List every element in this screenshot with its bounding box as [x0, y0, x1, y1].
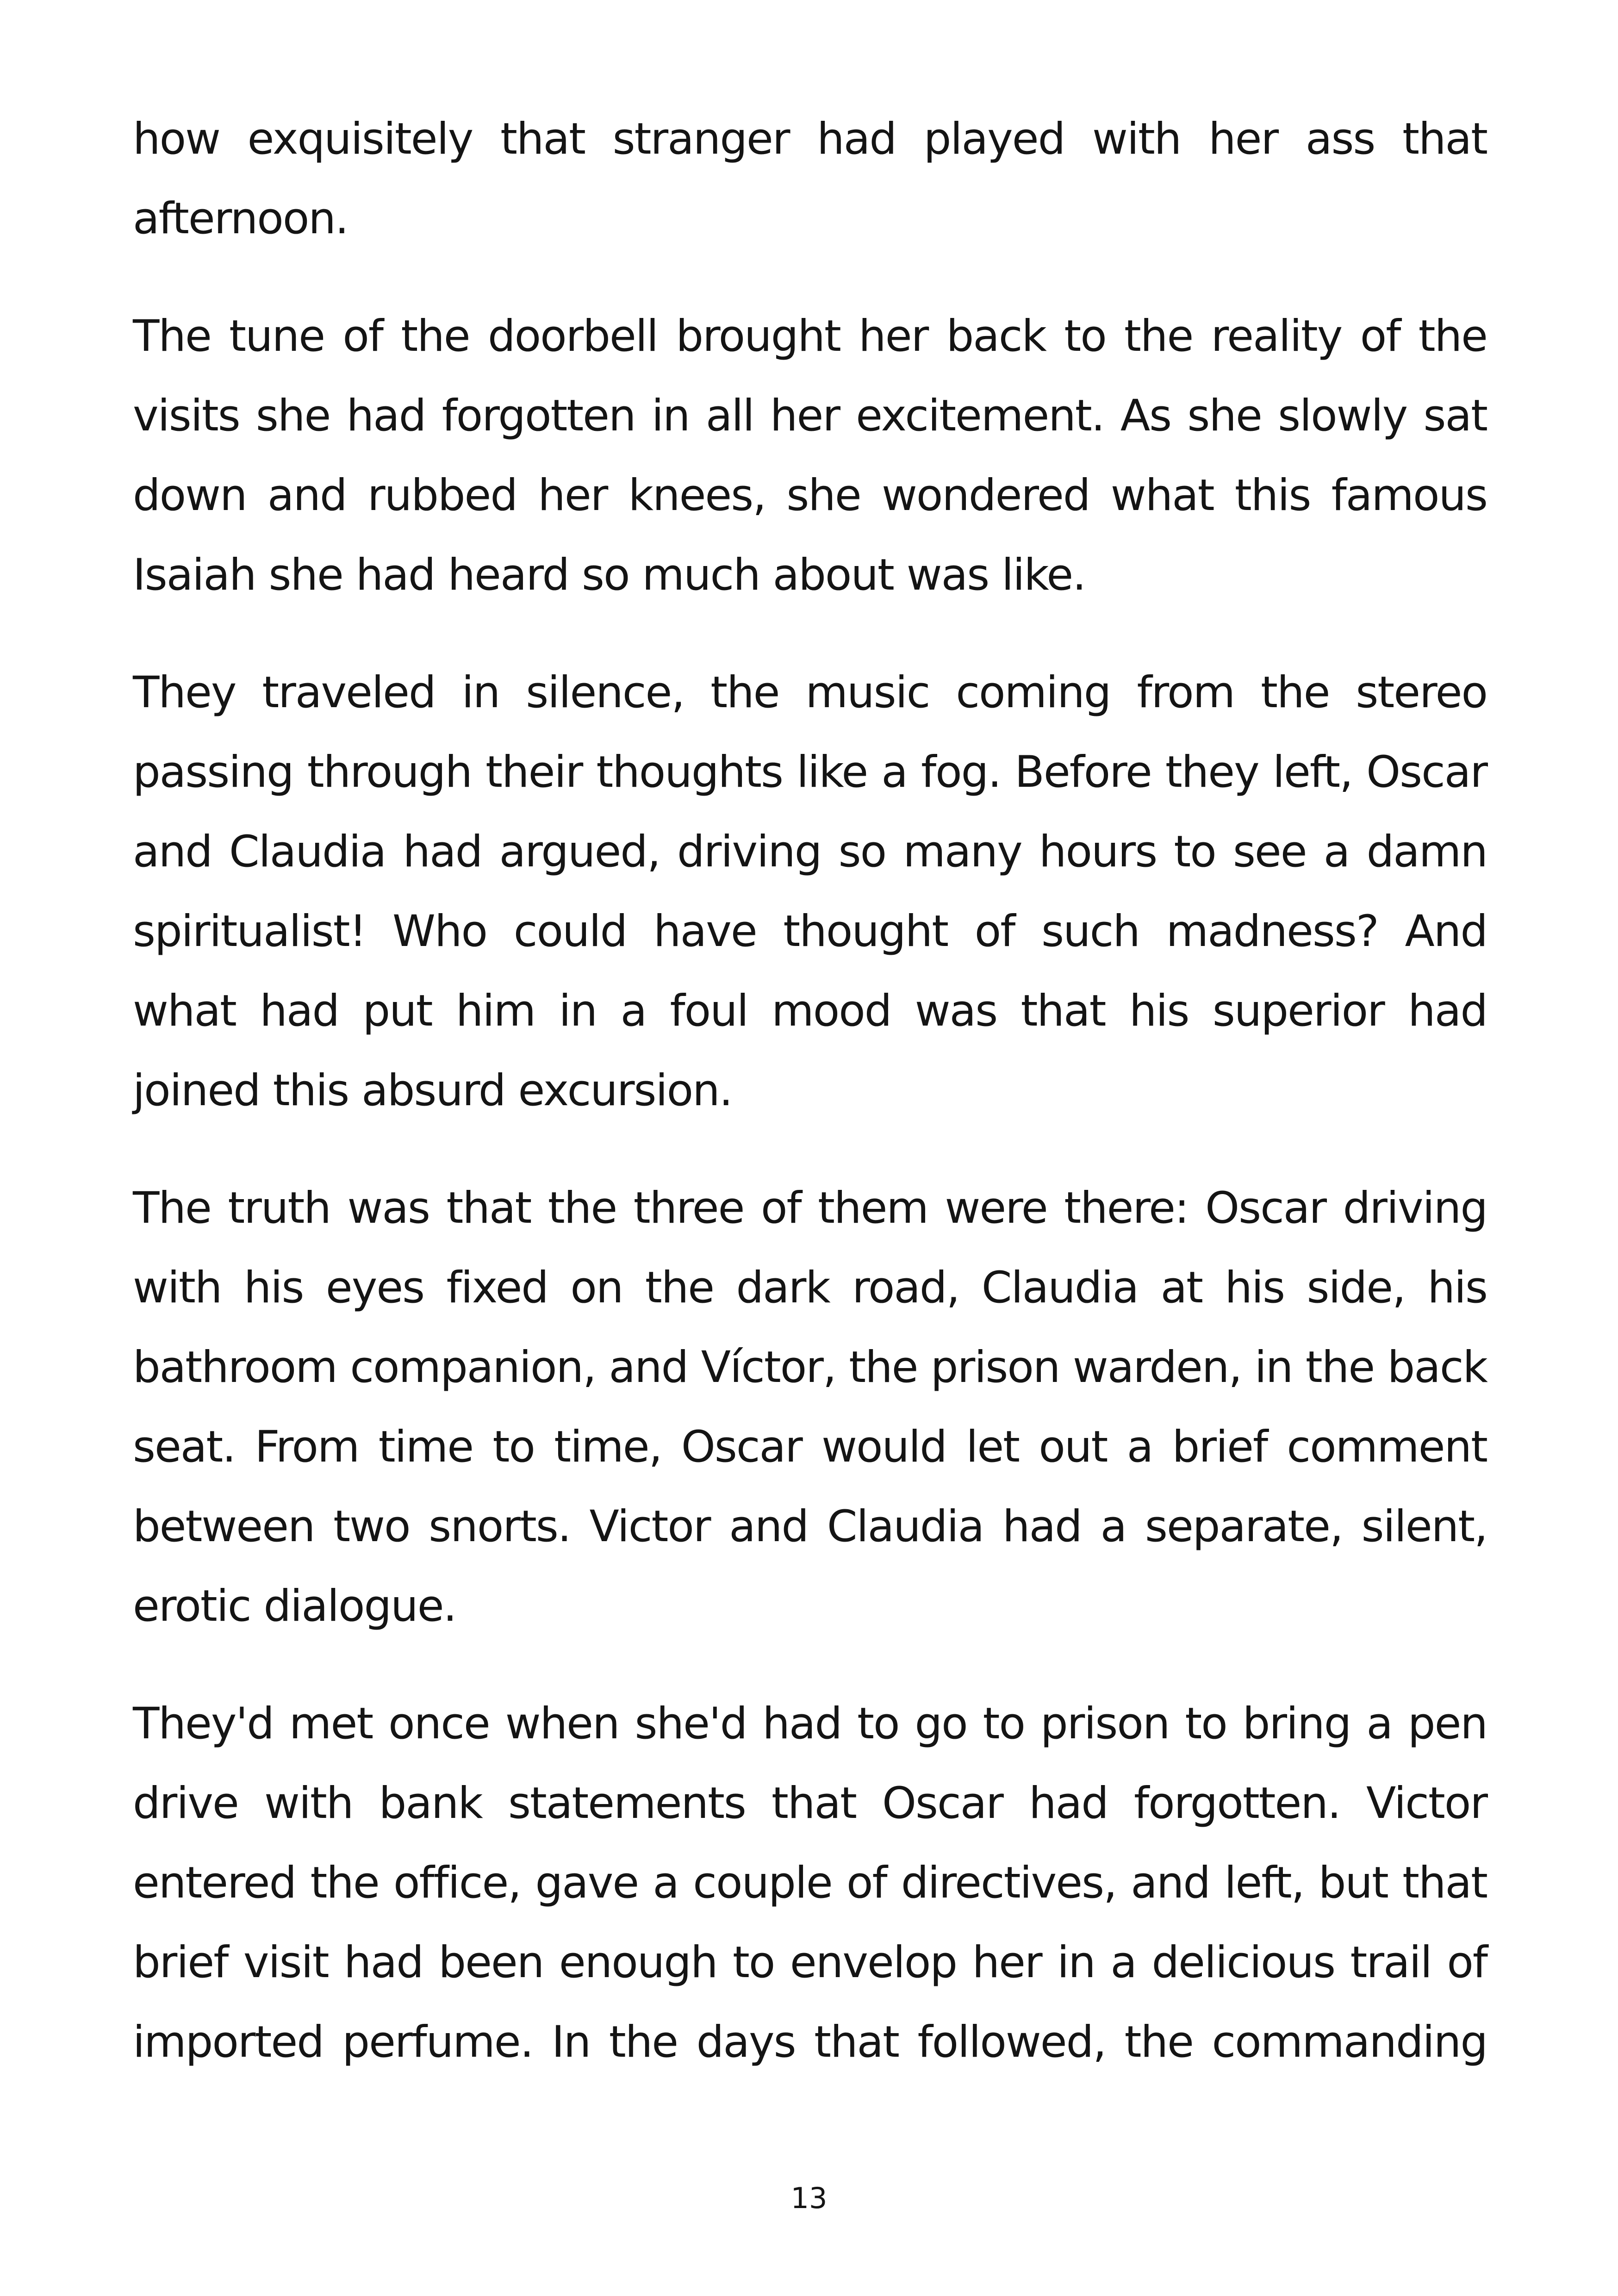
paragraph: They'd met once when she'd had to go to prison to bring a pen drive with bank statements that Oscar had forgotten. Victor entered the office, gave a couple of directives, and left, but that brief visit had been enough to envelop her in a delicious trail of imported perfume. In the days that followed, the commanding — [133, 1699, 1487, 2067]
paragraph: how exquisitely that stranger had played with her ass that afternoon. — [133, 114, 1487, 244]
body-text — [133, 100, 1487, 2082]
paragraph: They traveled in silence, the music coming from the stereo passing through their thoughts like a fog. Before they left, Oscar and Claudia had argued, driving so many hours to see a damn spiritualist! Who could have thought of such madness? And what had put him in a foul mood was that his superior had joined this absurd excursion. — [133, 667, 1487, 1116]
paragraph: The tune of the doorbell brought her back to the reality of the visits she had forgotten in all her excitement. As she slowly sat down and rubbed her knees, she wondered what this famous Isaiah she had heard so much about was like. — [133, 311, 1487, 600]
page-number: 13 — [790, 2181, 828, 2215]
paragraph: The truth was that the three of them were there: Oscar driving with his eyes fixed on the dark road, Claudia at his side, his bathroom companion, and Víctor, the prison warden, in the back seat. From time to time, Oscar would let out a brief comment between two snorts. Victor and Claudia had a separate, silent, erotic dialogue. — [133, 1183, 1487, 1631]
